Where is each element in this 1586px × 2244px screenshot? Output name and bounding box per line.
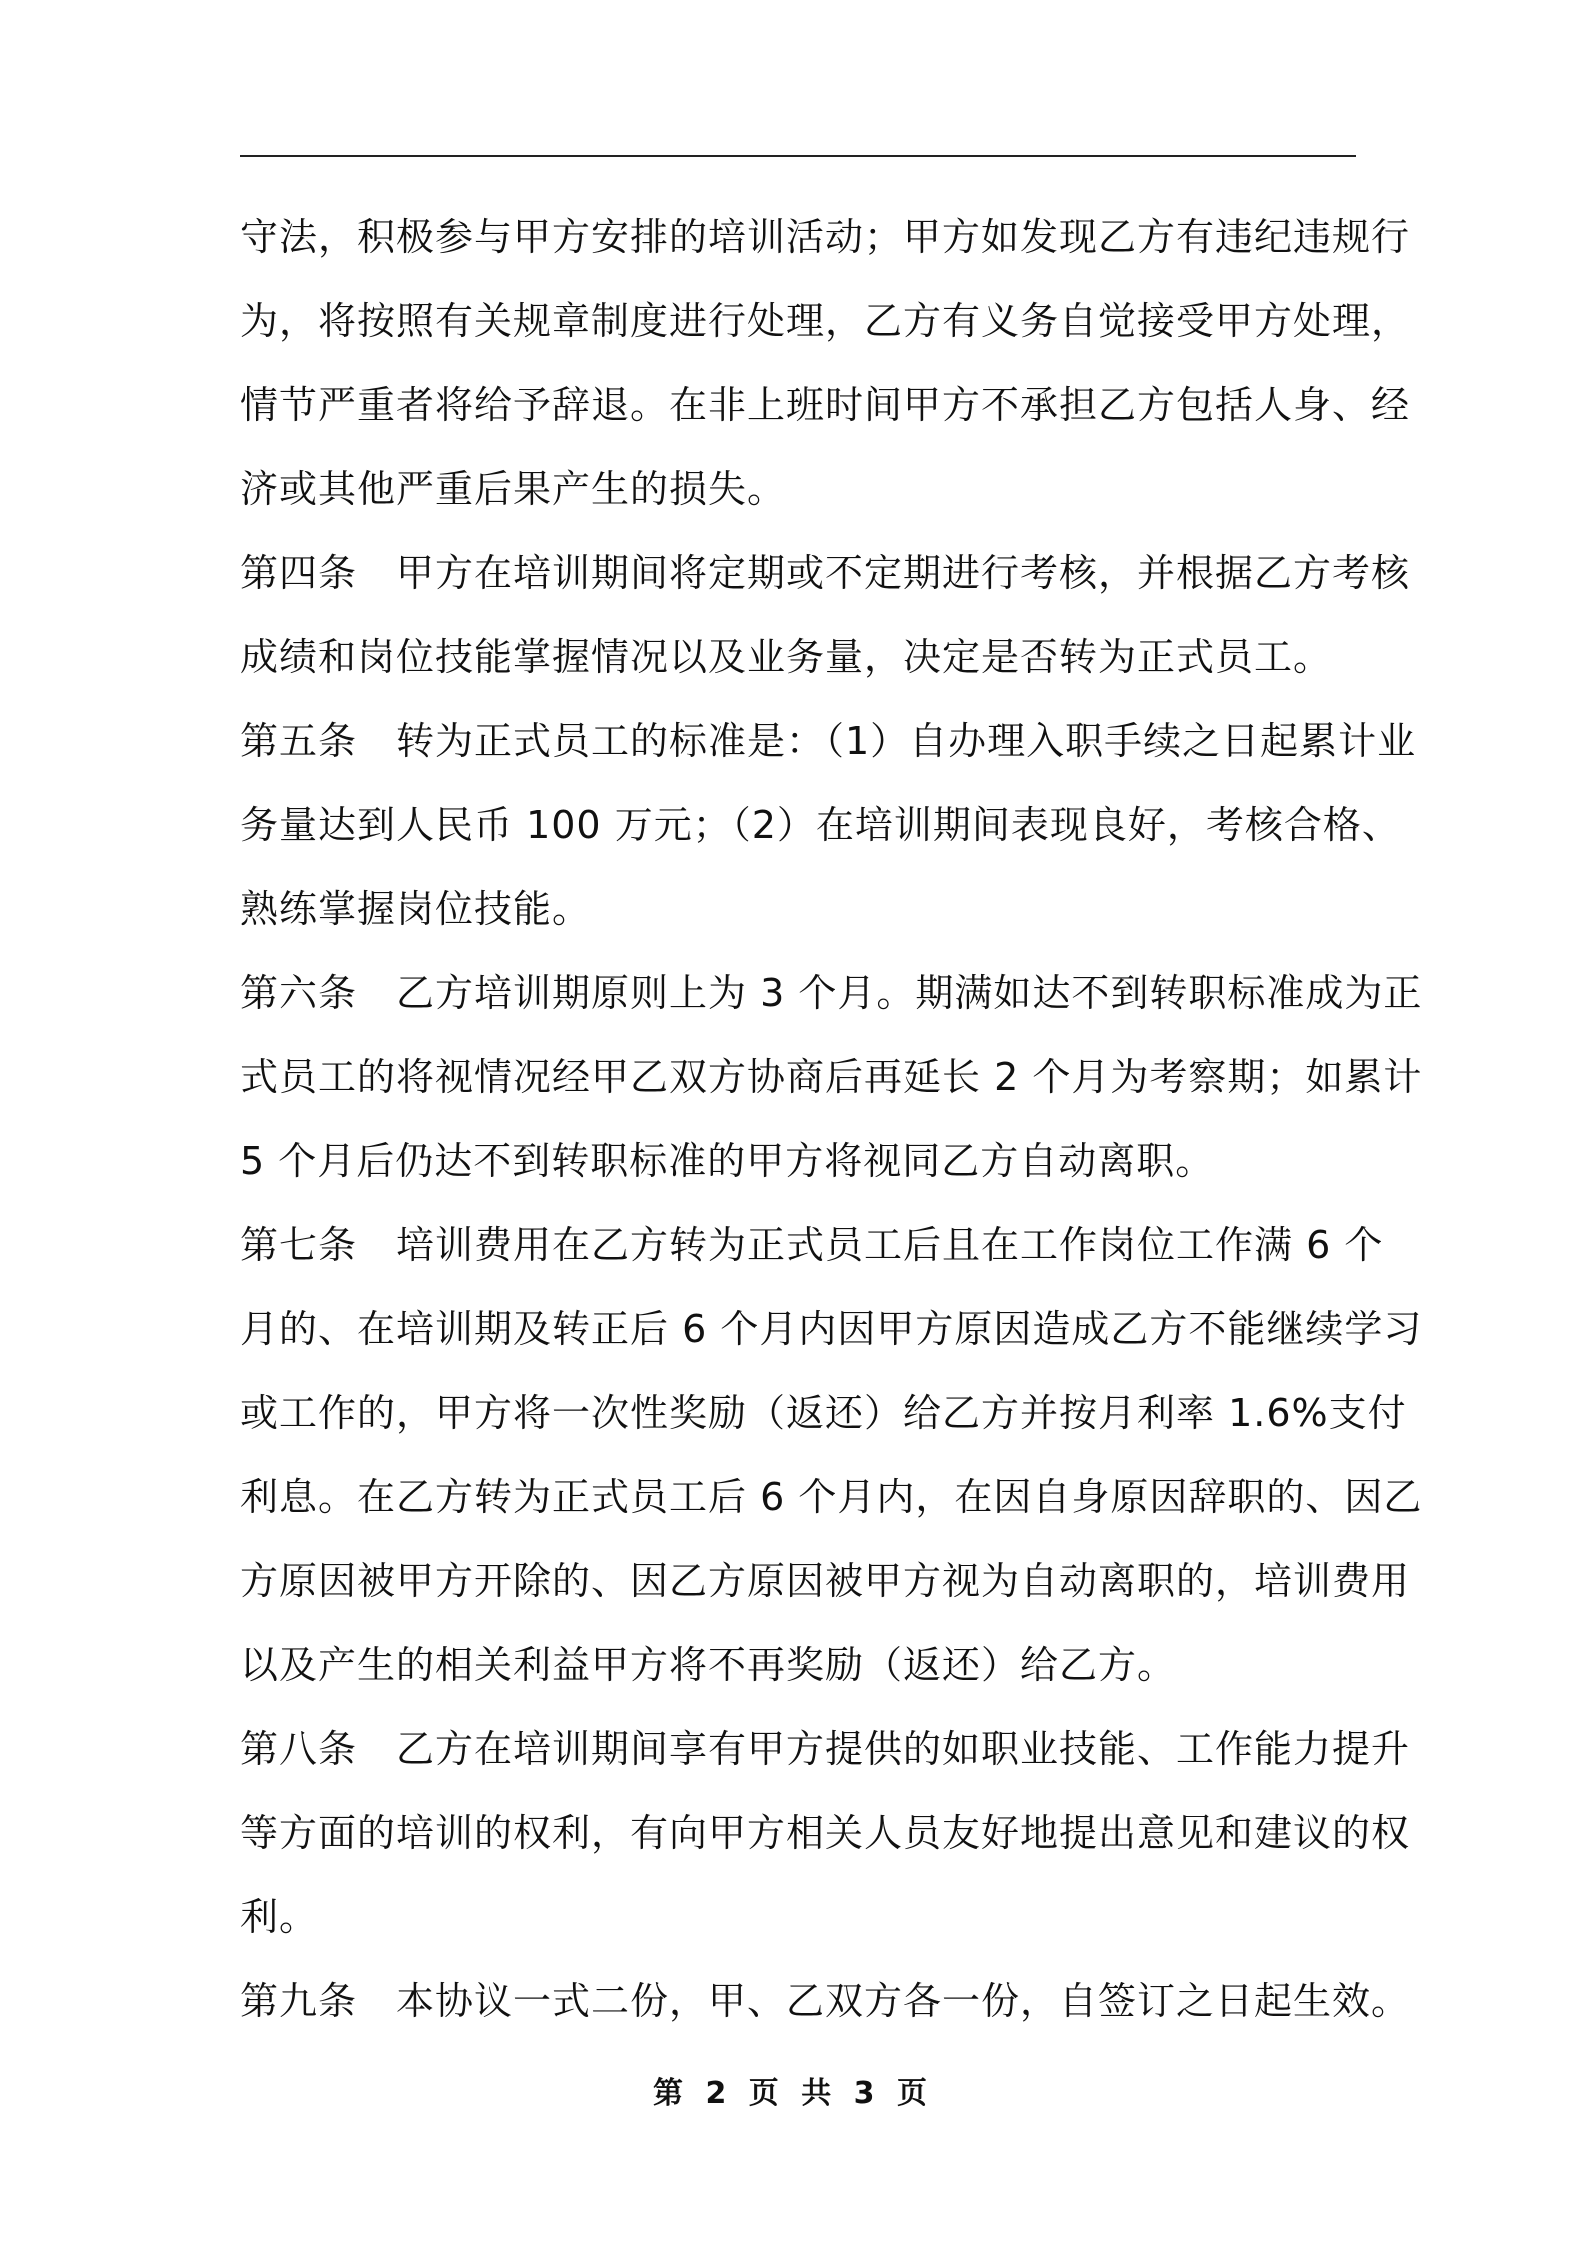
article-9-line: 第九条 本协议一式二份，甲、乙双方各一份，自签订之日起生效。 — [240, 1979, 1411, 2023]
text-line: 5 个月后仍达不到转职标准的甲方将视同乙方自动离职。 — [240, 1139, 1215, 1183]
article-8-line: 第八条 乙方在培训期间享有甲方提供的如职业技能、工作能力提升 — [240, 1727, 1411, 1771]
text-line: 利息。在乙方转为正式员工后 6 个月内，在因自身原因辞职的、因乙 — [240, 1475, 1423, 1519]
text-line: 情节严重者将给予辞退。在非上班时间甲方不承担乙方包括人身、经 — [240, 383, 1411, 427]
text-line: 方原因被甲方开除的、因乙方原因被甲方视为自动离职的，培训费用 — [240, 1559, 1411, 1603]
article-5-line: 第五条 转为正式员工的标准是：（1）自办理入职手续之日起累计业 — [240, 719, 1417, 763]
text-line: 成绩和岗位技能掌握情况以及业务量，决定是否转为正式员工。 — [240, 635, 1333, 679]
text-line: 济或其他严重后果产生的损失。 — [240, 467, 787, 511]
text-line: 利。 — [240, 1895, 319, 1939]
text-line: 熟练掌握岗位技能。 — [240, 887, 592, 931]
header-rule — [240, 155, 1356, 157]
text-line: 或工作的，甲方将一次性奖励（返还）给乙方并按月利率 1.6%支付 — [240, 1391, 1407, 1435]
text-line: 等方面的培训的权利，有向甲方相关人员友好地提出意见和建议的权 — [240, 1811, 1411, 1855]
text-line: 守法，积极参与甲方安排的培训活动；甲方如发现乙方有违纪违规行 — [240, 215, 1411, 259]
text-line: 务量达到人民币 100 万元；（2）在培训期间表现良好，考核合格、 — [240, 803, 1401, 847]
article-6-line: 第六条 乙方培训期原则上为 3 个月。期满如达不到转职标准成为正 — [240, 971, 1423, 1015]
page-number: 第 2 页 共 3 页 — [653, 2076, 933, 2111]
text-line: 式员工的将视情况经甲乙双方协商后再延长 2 个月为考察期；如累计 — [240, 1055, 1423, 1099]
document-body — [240, 195, 1423, 2043]
article-4-line: 第四条 甲方在培训期间将定期或不定期进行考核，并根据乙方考核 — [240, 551, 1411, 595]
text-line: 月的、在培训期及转正后 6 个月内因甲方原因造成乙方不能继续学习 — [240, 1307, 1423, 1351]
article-7-line: 第七条 培训费用在乙方转为正式员工后且在工作岗位工作满 6 个 — [240, 1223, 1384, 1267]
text-line: 为，将按照有关规章制度进行处理，乙方有义务自觉接受甲方处理， — [240, 299, 1411, 343]
text-line: 以及产生的相关利益甲方将不再奖励（返还）给乙方。 — [240, 1643, 1177, 1687]
